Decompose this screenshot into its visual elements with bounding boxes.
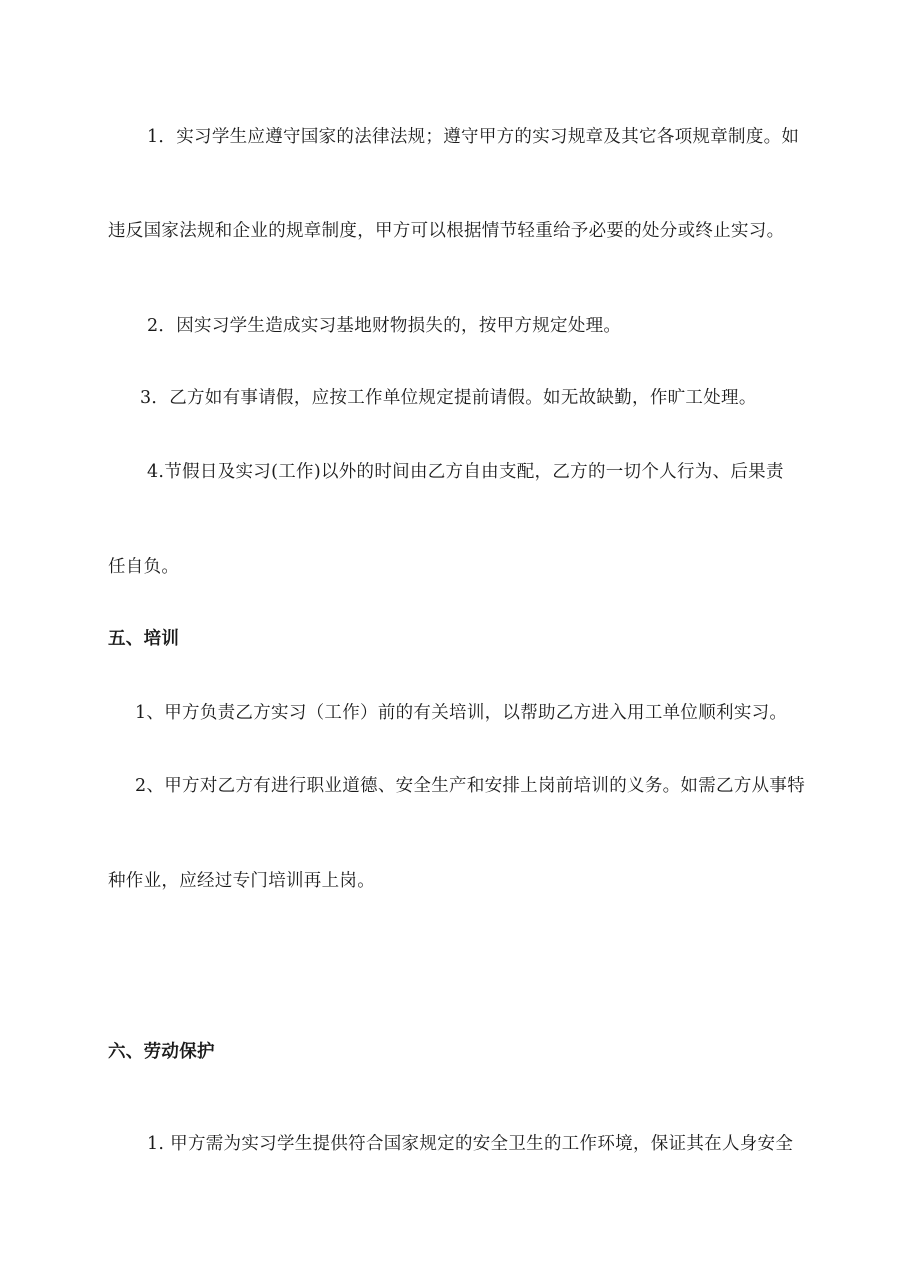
section-heading-labor-protection: 六、劳动保护 — [108, 1042, 215, 1062]
clause-2-line-1: 2．因实习学生造成实习基地财物损失的，按甲方规定处理。 — [147, 316, 622, 336]
clause-4-line-2: 任自负。 — [108, 557, 180, 577]
clause-3-line-1: 3．乙方如有事请假，应按工作单位规定提前请假。如无故缺勤，作旷工处理。 — [140, 388, 757, 408]
training-item-1-line-1: 1、甲方负责乙方实习（工作）前的有关培训，以帮助乙方进入用工单位顺利实习。 — [135, 703, 788, 723]
protection-item-1-line-1: 1. 甲方需为实习学生提供符合国家规定的安全卫生的工作环境，保证其在人身安全 — [147, 1134, 794, 1154]
section-heading-training: 五、培训 — [108, 629, 180, 649]
clause-1-line-1: 1．实习学生应遵守国家的法律法规；遵守甲方的实习规章及其它各项规章制度。如 — [147, 127, 800, 147]
training-item-2-line-2: 种作业，应经过专门培训再上岗。 — [108, 871, 375, 891]
training-item-2-line-1: 2、甲方对乙方有进行职业道德、安全生产和安排上岗前培训的义务。如需乙方从事特 — [135, 776, 806, 796]
clause-1-line-2: 违反国家法规和企业的规章制度，甲方可以根据情节轻重给予必要的处分或终止实习。 — [108, 221, 785, 241]
clause-4-line-1: 4.节假日及实习(工作)以外的时间由乙方自由支配，乙方的一切个人行为、后果责 — [147, 462, 784, 482]
